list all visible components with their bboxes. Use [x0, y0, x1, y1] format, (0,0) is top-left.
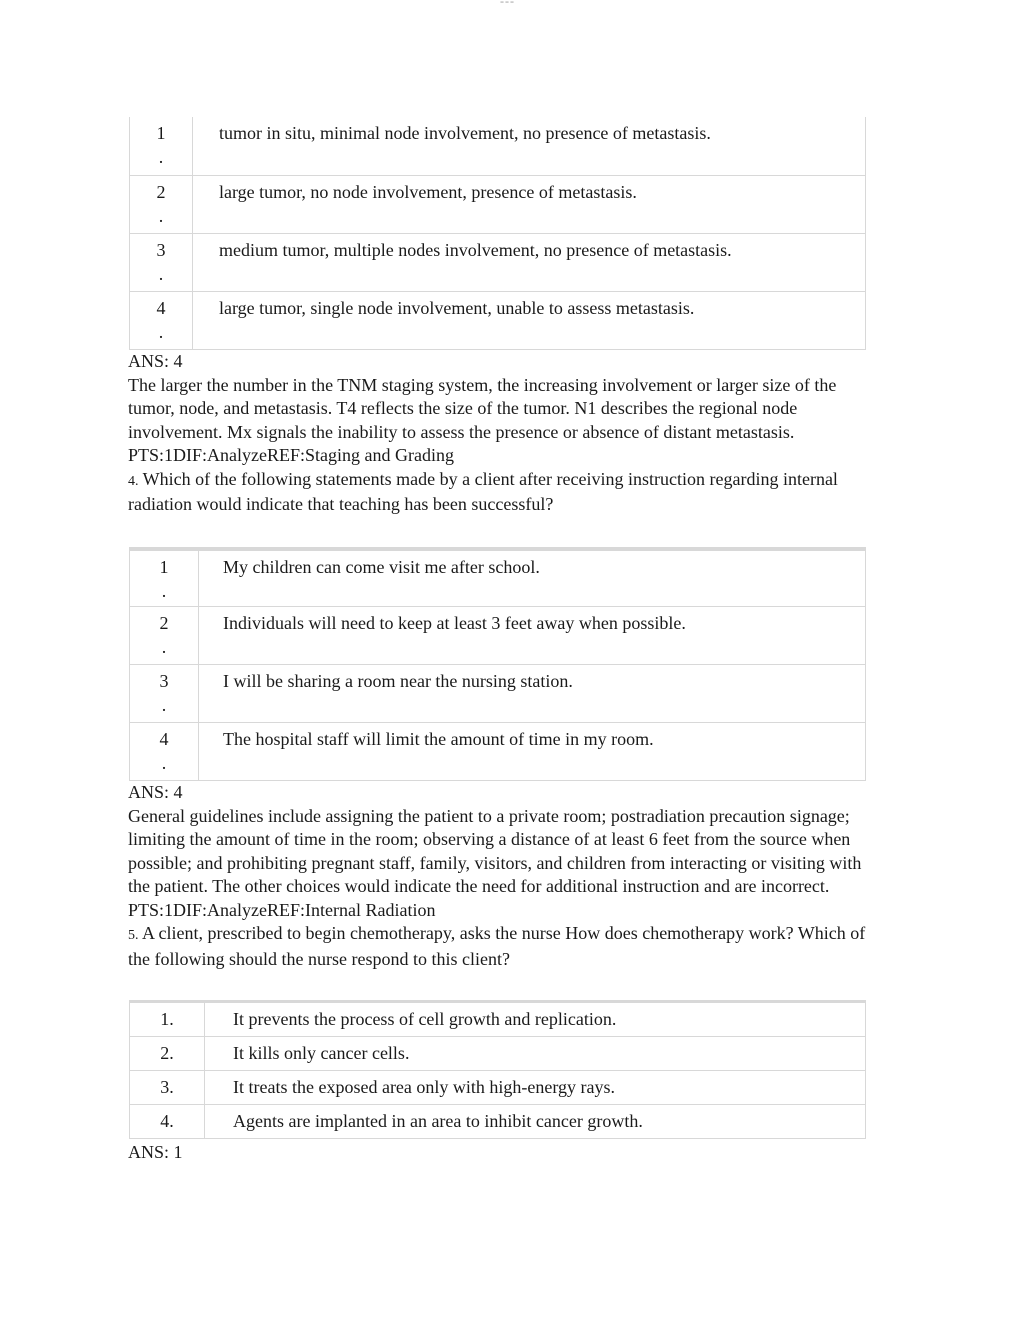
option-number: 2.: [130, 1037, 205, 1071]
q4-number: 4.: [128, 473, 139, 489]
q3-option-row: [130, 234, 866, 292]
option-text: I will be sharing a room near the nursing station.: [199, 665, 866, 723]
option-number: 4 .: [130, 723, 199, 781]
option-number: 3 .: [130, 665, 199, 723]
option-text: It treats the exposed area only with high-energy rays.: [205, 1071, 866, 1105]
q4-option-row: [130, 607, 866, 665]
option-text: It prevents the process of cell growth and replication.: [205, 1002, 866, 1037]
q3-option-row: [130, 117, 866, 176]
q4-option-row: [130, 549, 866, 607]
q3-option-row: [130, 292, 866, 350]
q3-answer: ANS: 4: [128, 351, 183, 371]
option-text: tumor in situ, minimal node involvement, no presence of metastasis.: [193, 117, 866, 176]
option-text: large tumor, no node involvement, presence of metastasis.: [193, 176, 866, 234]
option-text: Agents are implanted in an area to inhibit cancer growth.: [205, 1105, 866, 1139]
option-number: 4.: [130, 1105, 205, 1139]
option-text: medium tumor, multiple nodes involvement, no presence of metastasis.: [193, 234, 866, 292]
option-text: The hospital staff will limit the amount of time in my room.: [199, 723, 866, 781]
q5-option-row: [130, 1071, 866, 1105]
option-number: 3.: [130, 1071, 205, 1105]
option-text: large tumor, single node involvement, unable to assess metastasis.: [193, 292, 866, 350]
q4-rationale: General guidelines include assigning the patient to a private room; postradiation precaution signage; limiting the amount of time in the room; observing a distance of at least 6 feet from the source when possible; and prohibiting pregnant staff, family, visitors, and children from interacting or visiting with the patient. The other choices would indicate the need for additional instruction and are incorrect.: [128, 805, 862, 896]
q5-question-text: A client, prescribed to begin chemotherapy, asks the nurse How does chemotherapy work? Which of the following should the nurse respond to this client?: [128, 923, 866, 969]
q5-options-table: [129, 1000, 866, 1139]
q4-option-row: [130, 723, 866, 781]
option-text: My children can come visit me after school.: [199, 549, 866, 607]
q5-option-row: [130, 1002, 866, 1037]
option-number: 4 .: [130, 292, 193, 350]
q4-options-table: [129, 547, 866, 782]
q3-meta: PTS:1DIF:AnalyzeREF:Staging and Grading: [128, 445, 454, 465]
option-number: 1 .: [130, 549, 199, 607]
option-number: 2 .: [130, 176, 193, 234]
header-mark: ---: [500, 0, 515, 8]
q5-number: 5.: [128, 928, 139, 943]
q4-meta: PTS:1DIF:AnalyzeREF:Internal Radiation: [128, 899, 436, 920]
q4-question: [128, 468, 868, 517]
q4-answer: ANS: 4: [128, 782, 183, 802]
q3-rationale: The larger the number in the TNM staging system, the increasing involvement or larger size of the tumor, node, and metastasis. T4 reflects the size of the tumor. N1 describes the regional node involvement. Mx signals the inability to assess the presence or absence of distant metastasis.: [128, 374, 837, 442]
q5-question: [128, 922, 868, 971]
q5-option-row: [130, 1105, 866, 1139]
option-text: Individuals will need to keep at least 3 feet away when possible.: [199, 607, 866, 665]
document-page: [128, 117, 868, 1165]
option-number: 1 .: [130, 117, 193, 176]
q3-option-row: [130, 176, 866, 234]
q3-options-table: [129, 117, 866, 350]
q4-question-text: Which of the following statements made by a client after receiving instruction regarding internal radiation would indicate that teaching has been successful?: [128, 468, 838, 514]
option-number: 2 .: [130, 607, 199, 665]
q4-option-row: [130, 665, 866, 723]
q5-option-row: [130, 1037, 866, 1071]
option-text: It kills only cancer cells.: [205, 1037, 866, 1071]
option-number: 3 .: [130, 234, 193, 292]
option-number: 1.: [130, 1002, 205, 1037]
q5-answer: ANS: 1: [128, 1142, 183, 1162]
